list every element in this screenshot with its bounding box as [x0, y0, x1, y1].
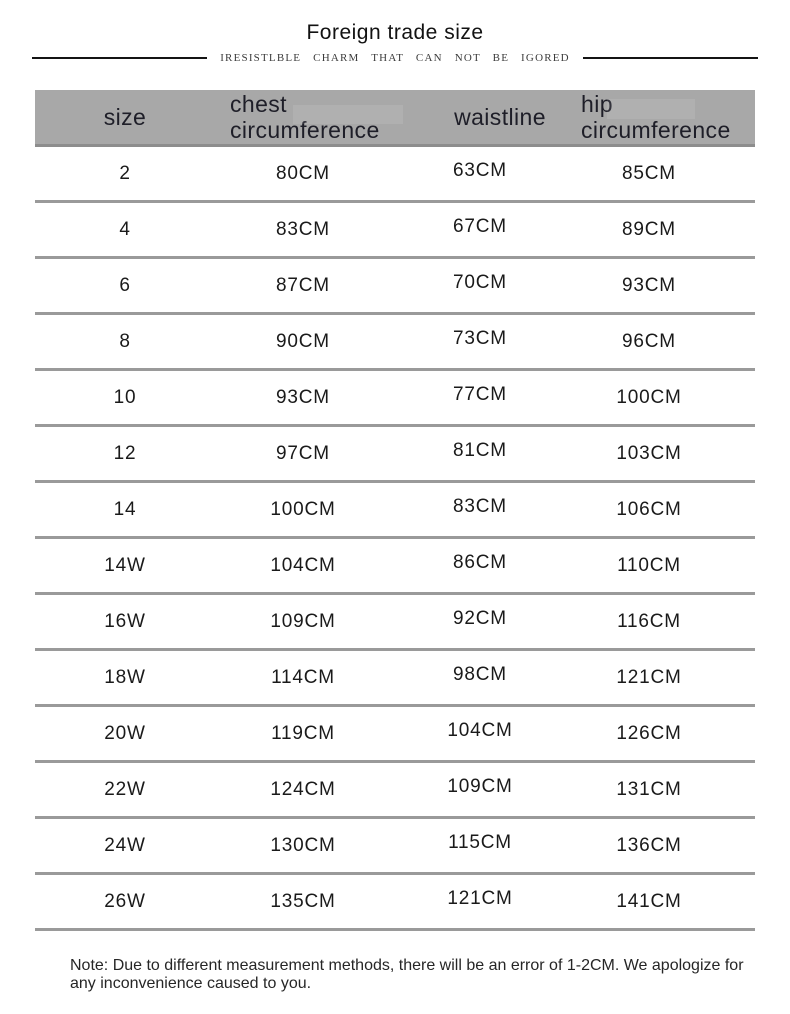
size-cell: 22W: [104, 778, 146, 800]
waist-cell: 98CM: [453, 663, 507, 685]
hip-cell: 85CM: [622, 162, 676, 184]
waist-cell: 83CM: [453, 495, 507, 517]
chest-cell: 83CM: [276, 218, 330, 240]
page-title: Foreign trade size: [306, 21, 484, 44]
hip-cell: 106CM: [616, 498, 682, 520]
waist-cell: 81CM: [453, 439, 507, 461]
size-cell: 14W: [104, 554, 146, 576]
table-row: [35, 427, 755, 483]
waist-cell: 73CM: [453, 327, 507, 349]
chest-cell: 104CM: [270, 554, 336, 576]
hip-cell: 116CM: [617, 610, 681, 632]
left-rule: [32, 57, 207, 59]
hip-cell: 126CM: [616, 722, 682, 744]
table-row: [35, 539, 755, 595]
size-cell: 26W: [104, 890, 146, 912]
chest-cell: 135CM: [270, 890, 336, 912]
size-cell: 24W: [104, 834, 146, 856]
table-row: [35, 315, 755, 371]
column-header-size: size: [103, 104, 147, 130]
chest-cell: 119CM: [271, 722, 335, 744]
chest-cell: 97CM: [276, 442, 330, 464]
hip-cell: 121CM: [616, 666, 682, 688]
hip-cell: 103CM: [616, 442, 682, 464]
size-table: [35, 90, 755, 931]
table-row: [35, 763, 755, 819]
size-cell: 6: [119, 274, 131, 296]
table-row: [35, 371, 755, 427]
waist-cell: 63CM: [453, 159, 507, 181]
size-cell: 16W: [104, 610, 146, 632]
subtitle-text: IRESISTLBLE CHARM THAT CAN NOT BE IGORED: [220, 52, 570, 64]
column-header-waistline: waistline: [454, 104, 546, 130]
waist-cell: 109CM: [447, 775, 513, 797]
size-cell: 20W: [104, 722, 146, 744]
size-cell: 14: [113, 498, 137, 520]
size-cell: 18W: [104, 666, 146, 688]
hip-cell: 136CM: [616, 834, 682, 856]
table-row: [35, 875, 755, 931]
hip-cell: 100CM: [616, 386, 682, 408]
column-header-chest: chest circumference: [230, 91, 380, 143]
chest-cell: 80CM: [276, 162, 330, 184]
hip-cell: 93CM: [622, 274, 676, 296]
size-cell: 2: [119, 162, 131, 184]
chest-cell: 100CM: [270, 498, 336, 520]
waist-cell: 77CM: [453, 383, 507, 405]
table-row: [35, 203, 755, 259]
waist-cell: 67CM: [453, 215, 507, 237]
table-header-row: [35, 90, 755, 147]
hip-cell: 131CM: [616, 778, 682, 800]
waist-cell: 104CM: [447, 719, 513, 741]
right-rule: [583, 57, 758, 59]
hip-cell: 96CM: [622, 330, 676, 352]
chest-cell: 109CM: [270, 610, 336, 632]
table-row: [35, 651, 755, 707]
chest-cell: 130CM: [270, 834, 336, 856]
waist-cell: 121CM: [447, 887, 513, 909]
waist-cell: 115CM: [448, 831, 512, 853]
note-text: Note: Due to different measurement methods, there will be an error of 1-2CM. We apologize for any inconvenience caused to you.: [70, 957, 744, 992]
waist-cell: 86CM: [453, 551, 507, 573]
table-row: [35, 707, 755, 763]
chest-cell: 124CM: [270, 778, 336, 800]
table-body: [35, 147, 755, 931]
table-row: [35, 147, 755, 203]
hip-cell: 89CM: [622, 218, 676, 240]
hip-cell: 110CM: [617, 554, 681, 576]
table-row: [35, 483, 755, 539]
chest-cell: 93CM: [276, 386, 330, 408]
waist-cell: 70CM: [453, 271, 507, 293]
chest-cell: 114CM: [271, 666, 335, 688]
size-cell: 8: [119, 330, 131, 352]
size-cell: 12: [113, 442, 137, 464]
chest-cell: 87CM: [276, 274, 330, 296]
size-cell: 10: [113, 386, 137, 408]
table-row: [35, 819, 755, 875]
chest-cell: 90CM: [276, 330, 330, 352]
table-row: [35, 595, 755, 651]
subtitle-row: [32, 52, 758, 64]
size-cell: 4: [119, 218, 131, 240]
column-header-hip: hip circumference: [581, 91, 731, 143]
waist-cell: 92CM: [453, 607, 507, 629]
hip-cell: 141CM: [616, 890, 682, 912]
table-row: [35, 259, 755, 315]
